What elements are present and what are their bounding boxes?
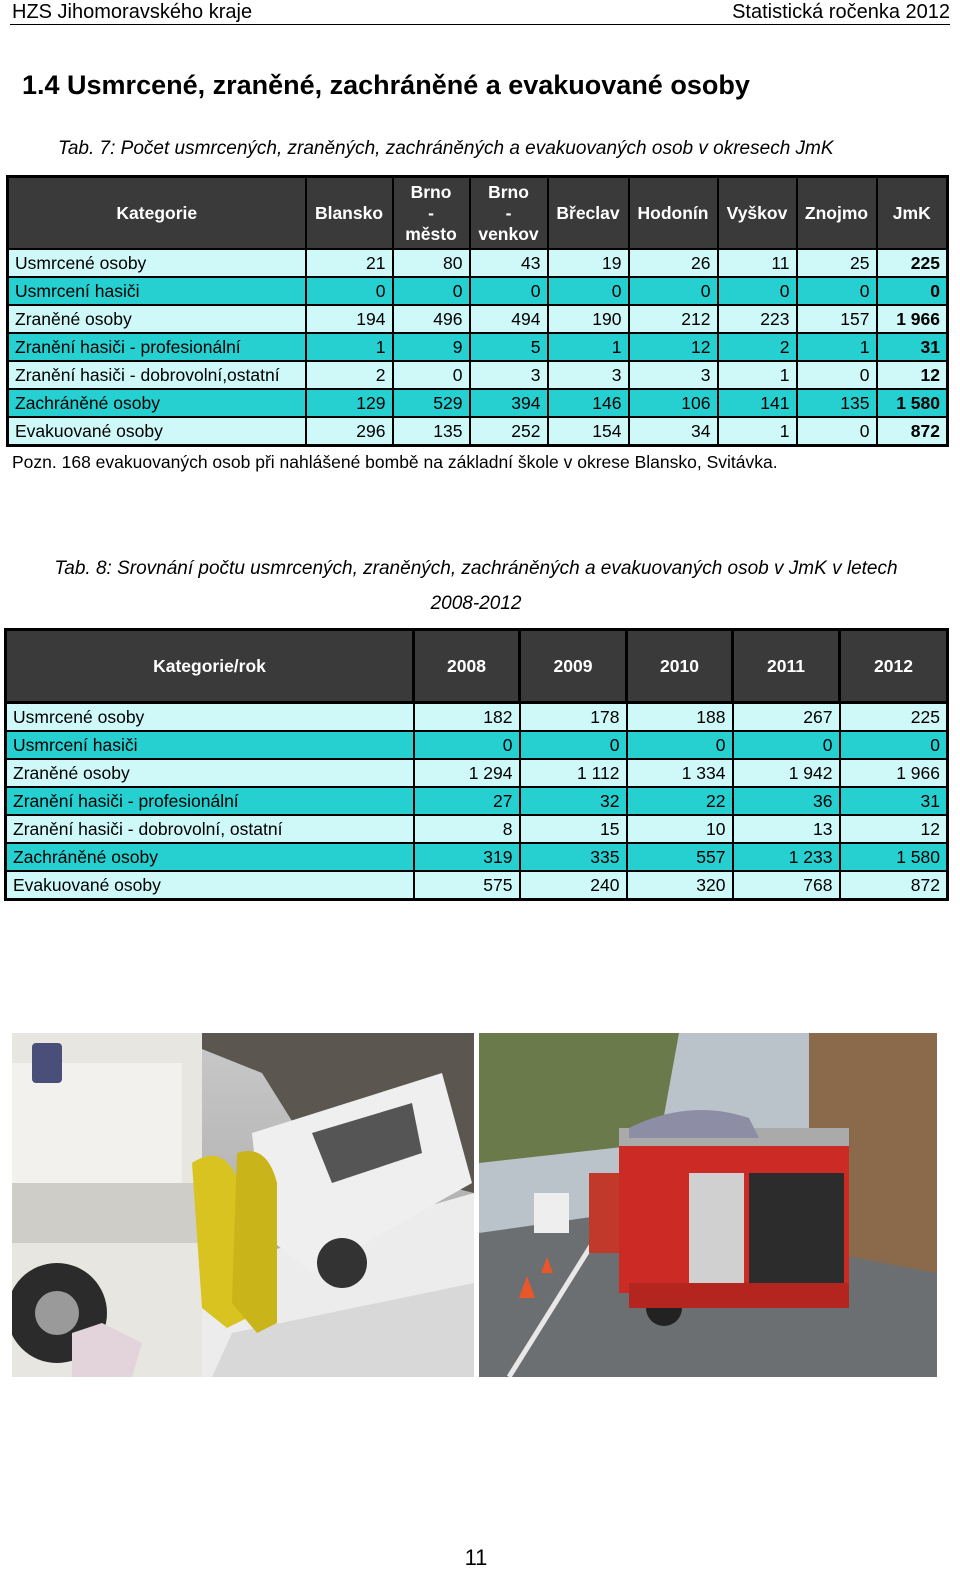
table-cell: 872 — [877, 417, 948, 446]
table-cell: 267 — [733, 703, 840, 732]
page-number: 11 — [464, 1545, 488, 1570]
table-cell: 225 — [877, 249, 948, 277]
table-cell: 529 — [393, 389, 470, 417]
table8 — [4, 628, 949, 901]
table7 — [6, 175, 949, 447]
table-cell: 1 — [718, 417, 797, 446]
row-label: Zranění hasiči - dobrovolní,ostatní — [8, 361, 306, 389]
table-cell: 0 — [797, 277, 877, 305]
table-row — [6, 787, 948, 815]
table-cell: 296 — [306, 417, 393, 446]
col-header: Brno - město — [393, 177, 470, 250]
section-title: 1.4 Usmrcené, zraněné, zachráněné a evakuované osoby — [22, 70, 750, 100]
col-header: 2009 — [520, 630, 627, 703]
table-cell: 8 — [414, 815, 520, 843]
table8-header-row — [6, 630, 948, 703]
table-row — [6, 815, 948, 843]
table-cell: 0 — [520, 731, 627, 759]
table-cell: 1 — [718, 361, 797, 389]
table-cell: 5 — [470, 333, 548, 361]
table-row — [8, 417, 948, 446]
col-header: Hodonín — [629, 177, 718, 250]
table-cell: 190 — [548, 305, 629, 333]
header-right: Statistická ročenka 2012 — [732, 1, 950, 23]
table-cell: 182 — [414, 703, 520, 732]
table-cell: 43 — [470, 249, 548, 277]
table-cell: 0 — [797, 417, 877, 446]
row-label: Zraněné osoby — [6, 759, 414, 787]
table-cell: 0 — [718, 277, 797, 305]
table-cell: 212 — [629, 305, 718, 333]
col-header: Blansko — [306, 177, 393, 250]
table-cell: 319 — [414, 843, 520, 871]
table-cell: 575 — [414, 871, 520, 900]
table-row — [8, 277, 948, 305]
row-label: Zachráněné osoby — [8, 389, 306, 417]
col-header: Brno - venkov — [470, 177, 548, 250]
table-cell: 0 — [629, 277, 718, 305]
table-row — [6, 731, 948, 759]
table-cell: 557 — [627, 843, 733, 871]
table-cell: 31 — [840, 787, 948, 815]
table-cell: 1 112 — [520, 759, 627, 787]
table-cell: 31 — [877, 333, 948, 361]
row-label: Usmrcení hasiči — [8, 277, 306, 305]
header-left: HZS Jihomoravského kraje — [12, 1, 253, 23]
table-cell: 22 — [627, 787, 733, 815]
table-cell: 154 — [548, 417, 629, 446]
table-cell: 135 — [797, 389, 877, 417]
table-cell: 25 — [797, 249, 877, 277]
table-cell: 1 — [306, 333, 393, 361]
table-cell: 768 — [733, 871, 840, 900]
table-cell: 240 — [520, 871, 627, 900]
table-cell: 27 — [414, 787, 520, 815]
table-cell: 394 — [470, 389, 548, 417]
col-header: Kategorie — [8, 177, 306, 250]
table-cell: 13 — [733, 815, 840, 843]
row-label: Zachráněné osoby — [6, 843, 414, 871]
table-cell: 223 — [718, 305, 797, 333]
table-cell: 3 — [470, 361, 548, 389]
table7-note: Pozn. 168 evakuovaných osob při nahlášené bombě na základní škole v okrese Blansko, Svitávka. — [12, 452, 778, 472]
row-label: Usmrcené osoby — [6, 703, 414, 732]
table-cell: 15 — [520, 815, 627, 843]
table-cell: 0 — [548, 277, 629, 305]
table-cell: 0 — [733, 731, 840, 759]
table-cell: 496 — [393, 305, 470, 333]
col-header: 2012 — [840, 630, 948, 703]
table-cell: 1 942 — [733, 759, 840, 787]
table-cell: 12 — [840, 815, 948, 843]
table-cell: 188 — [627, 703, 733, 732]
table-cell: 21 — [306, 249, 393, 277]
table-cell: 36 — [733, 787, 840, 815]
table-cell: 194 — [306, 305, 393, 333]
col-header: JmK — [877, 177, 948, 250]
table-cell: 3 — [548, 361, 629, 389]
table-cell: 0 — [627, 731, 733, 759]
table7-header-row — [8, 177, 948, 250]
table-row — [8, 249, 948, 277]
table-cell: 1 294 — [414, 759, 520, 787]
photo-fire-truck-highway — [479, 1033, 937, 1377]
table-cell: 146 — [548, 389, 629, 417]
table-cell: 872 — [840, 871, 948, 900]
row-label: Zraněné osoby — [8, 305, 306, 333]
row-label: Zranění hasiči - profesionální — [8, 333, 306, 361]
table-row — [8, 361, 948, 389]
table-row — [6, 871, 948, 900]
table8-caption: Tab. 8: Srovnání počtu usmrcených, zraněných, zachráněných a evakuovaných osob v JmK v letech — [54, 558, 898, 579]
col-header: 2011 — [733, 630, 840, 703]
table-cell: 1 966 — [877, 305, 948, 333]
table7-caption: Tab. 7: Počet usmrcených, zraněných, zachráněných a evakuovaných osob v okresech JmK — [58, 138, 834, 159]
table-cell: 0 — [306, 277, 393, 305]
row-label: Usmrcení hasiči — [6, 731, 414, 759]
col-header: 2010 — [627, 630, 733, 703]
col-header: Břeclav — [548, 177, 629, 250]
table-cell: 0 — [470, 277, 548, 305]
table-cell: 12 — [629, 333, 718, 361]
table-cell: 494 — [470, 305, 548, 333]
table-cell: 252 — [470, 417, 548, 446]
table-cell: 1 966 — [840, 759, 948, 787]
table-cell: 320 — [627, 871, 733, 900]
table-cell: 11 — [718, 249, 797, 277]
table-cell: 12 — [877, 361, 948, 389]
table-cell: 26 — [629, 249, 718, 277]
table-cell: 129 — [306, 389, 393, 417]
table-cell: 1 580 — [840, 843, 948, 871]
table-row — [8, 389, 948, 417]
table-cell: 19 — [548, 249, 629, 277]
col-header: Kategorie/rok — [6, 630, 414, 703]
row-label: Evakuované osoby — [6, 871, 414, 900]
table-cell: 2 — [718, 333, 797, 361]
table-cell: 0 — [840, 731, 948, 759]
table-cell: 1 580 — [877, 389, 948, 417]
table-cell: 225 — [840, 703, 948, 732]
table8-caption-years: 2008-2012 — [430, 593, 522, 614]
table-cell: 157 — [797, 305, 877, 333]
col-header: Znojmo — [797, 177, 877, 250]
table-cell: 1 — [548, 333, 629, 361]
table-cell: 135 — [393, 417, 470, 446]
table-cell: 80 — [393, 249, 470, 277]
table-row — [6, 703, 948, 732]
row-label: Evakuované osoby — [8, 417, 306, 446]
table-cell: 32 — [520, 787, 627, 815]
table-row — [8, 305, 948, 333]
table-cell: 106 — [629, 389, 718, 417]
table-cell: 178 — [520, 703, 627, 732]
table-cell: 141 — [718, 389, 797, 417]
table-row — [6, 759, 948, 787]
table-cell: 0 — [877, 277, 948, 305]
row-label: Usmrcené osoby — [8, 249, 306, 277]
table-cell: 34 — [629, 417, 718, 446]
col-header: Vyškov — [718, 177, 797, 250]
col-header: 2008 — [414, 630, 520, 703]
table-row — [6, 843, 948, 871]
table-row — [8, 333, 948, 361]
table-cell: 2 — [306, 361, 393, 389]
row-label: Zranění hasiči - dobrovolní, ostatní — [6, 815, 414, 843]
photo-accident-truck-car — [12, 1033, 474, 1377]
table-cell: 0 — [393, 361, 470, 389]
table-cell: 9 — [393, 333, 470, 361]
table-cell: 335 — [520, 843, 627, 871]
table-cell: 10 — [627, 815, 733, 843]
page-header — [10, 0, 950, 25]
table-cell: 1 — [797, 333, 877, 361]
table-cell: 0 — [797, 361, 877, 389]
table-cell: 3 — [629, 361, 718, 389]
table-cell: 1 334 — [627, 759, 733, 787]
row-label: Zranění hasiči - profesionální — [6, 787, 414, 815]
table-cell: 1 233 — [733, 843, 840, 871]
table-cell: 0 — [393, 277, 470, 305]
table-cell: 0 — [414, 731, 520, 759]
